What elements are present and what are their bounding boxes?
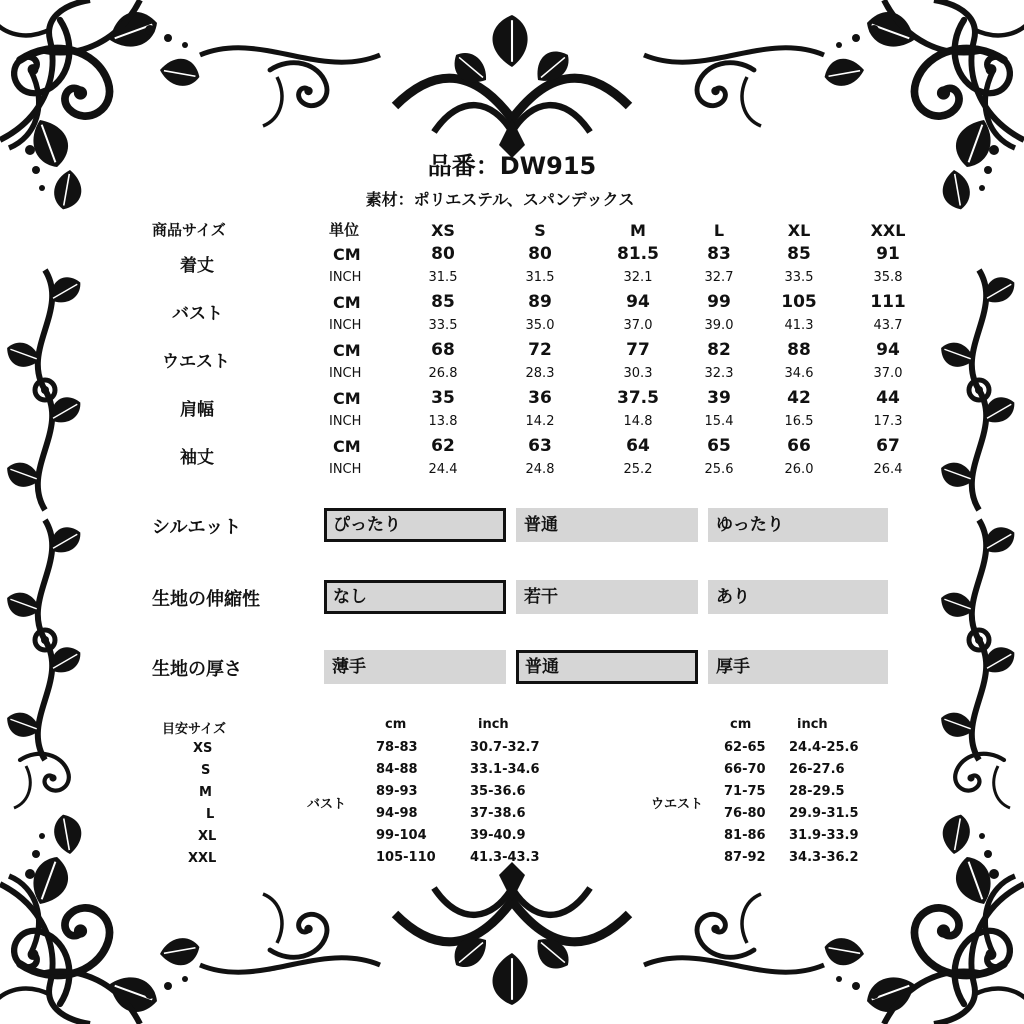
unit-cm-3: CM [333, 389, 361, 408]
row-label-4: 袖丈 [180, 448, 214, 468]
inch-value: 28.3 [525, 366, 555, 381]
attribute-option: 厚手 [708, 650, 888, 684]
cm-value: 89 [528, 292, 552, 312]
inch-value: 32.1 [623, 270, 653, 285]
guide-waist-cm: 87-92 [724, 850, 766, 865]
inch-value: 26.0 [784, 462, 814, 477]
size-header-xxl: XXL [870, 221, 906, 240]
cm-value: 64 [626, 436, 650, 456]
inch-value: 43.7 [873, 318, 903, 333]
attribute-label-0: シルエット [152, 517, 242, 538]
unit-inch-4: INCH [329, 462, 362, 477]
guide-waist-cm-header: cm [730, 717, 752, 732]
size-header-m: M [630, 221, 646, 240]
unit-cm-4: CM [333, 437, 361, 456]
cm-value: 63 [528, 436, 552, 456]
attribute-label-1: 生地の伸縮性 [152, 589, 260, 610]
guide-bust-inch: 37-38.6 [470, 806, 526, 821]
size-header-xs: XS [431, 221, 455, 240]
cm-value: 65 [707, 436, 731, 456]
cm-value: 80 [528, 244, 552, 264]
cm-value: 94 [876, 340, 900, 360]
guide-size-xxl: XXL [188, 851, 217, 866]
attribute-option: ゆったり [708, 508, 888, 542]
inch-value: 13.8 [428, 414, 458, 429]
guide-waist-inch: 26-27.6 [789, 762, 845, 777]
row-label-2: ウエスト [162, 352, 230, 372]
unit-inch-2: INCH [329, 366, 362, 381]
inch-value: 31.5 [428, 270, 458, 285]
inch-value: 31.5 [525, 270, 555, 285]
guide-size-s: S [201, 763, 211, 778]
guide-size-xs: XS [193, 741, 213, 756]
row-label-0: 着丈 [180, 256, 214, 276]
cm-value: 67 [876, 436, 900, 456]
guide-bust-label: バスト [307, 797, 347, 812]
guide-waist-inch: 34.3-36.2 [789, 850, 859, 865]
attribute-option-selected: なし [324, 580, 506, 614]
row-label-1: バスト [172, 304, 223, 324]
cm-value: 85 [787, 244, 811, 264]
unit-column-header: 単位 [329, 221, 360, 239]
cm-value: 83 [707, 244, 731, 264]
inch-value: 25.6 [704, 462, 734, 477]
guide-waist-cm: 71-75 [724, 784, 766, 799]
inch-value: 15.4 [704, 414, 734, 429]
inch-value: 30.3 [623, 366, 653, 381]
row-label-3: 肩幅 [180, 400, 214, 420]
unit-cm-0: CM [333, 245, 361, 264]
guide-bust-cm: 99-104 [376, 828, 427, 843]
guide-waist-inch: 28-29.5 [789, 784, 845, 799]
inch-value: 14.8 [623, 414, 653, 429]
guide-bust-inch: 30.7-32.7 [470, 740, 540, 755]
guide-bust-inch: 39-40.9 [470, 828, 526, 843]
attribute-option: 若干 [516, 580, 698, 614]
attribute-option: 普通 [516, 508, 698, 542]
guide-label: 目安サイズ [162, 722, 226, 737]
cm-value: 85 [431, 292, 455, 312]
cm-value: 66 [787, 436, 811, 456]
inch-value: 32.3 [704, 366, 734, 381]
inch-value: 39.0 [704, 318, 734, 333]
cm-value: 88 [787, 340, 811, 360]
size-header-l: L [713, 221, 725, 240]
cm-value: 99 [707, 292, 731, 312]
guide-waist-inch: 31.9-33.9 [789, 828, 859, 843]
inch-value: 37.0 [623, 318, 653, 333]
inch-value: 41.3 [784, 318, 814, 333]
attribute-option-selected: 普通 [516, 650, 698, 684]
inch-value: 35.8 [873, 270, 903, 285]
guide-waist-inch-header: inch [797, 717, 828, 732]
unit-cm-1: CM [333, 293, 361, 312]
guide-waist-cm: 66-70 [724, 762, 766, 777]
cm-value: 36 [528, 388, 552, 408]
guide-bust-cm: 78-83 [376, 740, 418, 755]
guide-waist-inch: 29.9-31.5 [789, 806, 859, 821]
guide-bust-inch: 33.1-34.6 [470, 762, 540, 777]
inch-value: 17.3 [873, 414, 903, 429]
cm-value: 37.5 [617, 388, 659, 408]
cm-value: 94 [626, 292, 650, 312]
inch-value: 35.0 [525, 318, 555, 333]
size-header-s: S [534, 221, 546, 240]
guide-waist-inch: 24.4-25.6 [789, 740, 859, 755]
unit-inch-3: INCH [329, 414, 362, 429]
guide-waist-cm: 76-80 [724, 806, 766, 821]
cm-value: 62 [431, 436, 455, 456]
guide-bust-cm-header: cm [385, 717, 407, 732]
product-code-title: 品番：DW915 [427, 152, 597, 180]
cm-value: 77 [626, 340, 650, 360]
guide-size-m: M [199, 785, 212, 800]
guide-waist-label: ウエスト [651, 797, 704, 812]
inch-value: 34.6 [784, 366, 814, 381]
cm-value: 81.5 [617, 244, 659, 264]
inch-value: 26.8 [428, 366, 458, 381]
inch-value: 37.0 [873, 366, 903, 381]
guide-bust-cm: 94-98 [376, 806, 418, 821]
cm-value: 44 [876, 388, 900, 408]
cm-value: 35 [431, 388, 455, 408]
guide-bust-inch-header: inch [478, 717, 509, 732]
inch-value: 33.5 [784, 270, 814, 285]
attribute-option-selected: ぴったり [324, 508, 506, 542]
cm-value: 91 [876, 244, 900, 264]
inch-value: 26.4 [873, 462, 903, 477]
cm-value: 111 [870, 292, 906, 312]
attribute-option: あり [708, 580, 888, 614]
guide-waist-cm: 62-65 [724, 740, 766, 755]
inch-value: 24.4 [428, 462, 458, 477]
guide-bust-cm: 89-93 [376, 784, 418, 799]
attribute-option: 薄手 [324, 650, 506, 684]
guide-bust-cm: 105-110 [376, 850, 436, 865]
cm-value: 39 [707, 388, 731, 408]
size-table-corner-label: 商品サイズ [152, 221, 226, 239]
cm-value: 68 [431, 340, 455, 360]
inch-value: 32.7 [704, 270, 734, 285]
inch-value: 25.2 [623, 462, 653, 477]
inch-value: 24.8 [525, 462, 555, 477]
material-line: 素材：ポリエステル、スパンデックス [365, 190, 635, 209]
guide-bust-inch: 41.3-43.3 [470, 850, 540, 865]
cm-value: 80 [431, 244, 455, 264]
guide-waist-cm: 81-86 [724, 828, 766, 843]
inch-value: 14.2 [525, 414, 555, 429]
unit-inch-0: INCH [329, 270, 362, 285]
cm-value: 105 [781, 292, 817, 312]
inch-value: 33.5 [428, 318, 458, 333]
guide-size-l: L [206, 807, 215, 822]
guide-bust-inch: 35-36.6 [470, 784, 526, 799]
unit-inch-1: INCH [329, 318, 362, 333]
guide-size-xl: XL [198, 829, 217, 844]
cm-value: 82 [707, 340, 731, 360]
guide-bust-cm: 84-88 [376, 762, 418, 777]
unit-cm-2: CM [333, 341, 361, 360]
cm-value: 72 [528, 340, 552, 360]
size-header-xl: XL [787, 221, 811, 240]
cm-value: 42 [787, 388, 811, 408]
inch-value: 16.5 [784, 414, 814, 429]
attribute-label-2: 生地の厚さ [152, 659, 242, 680]
